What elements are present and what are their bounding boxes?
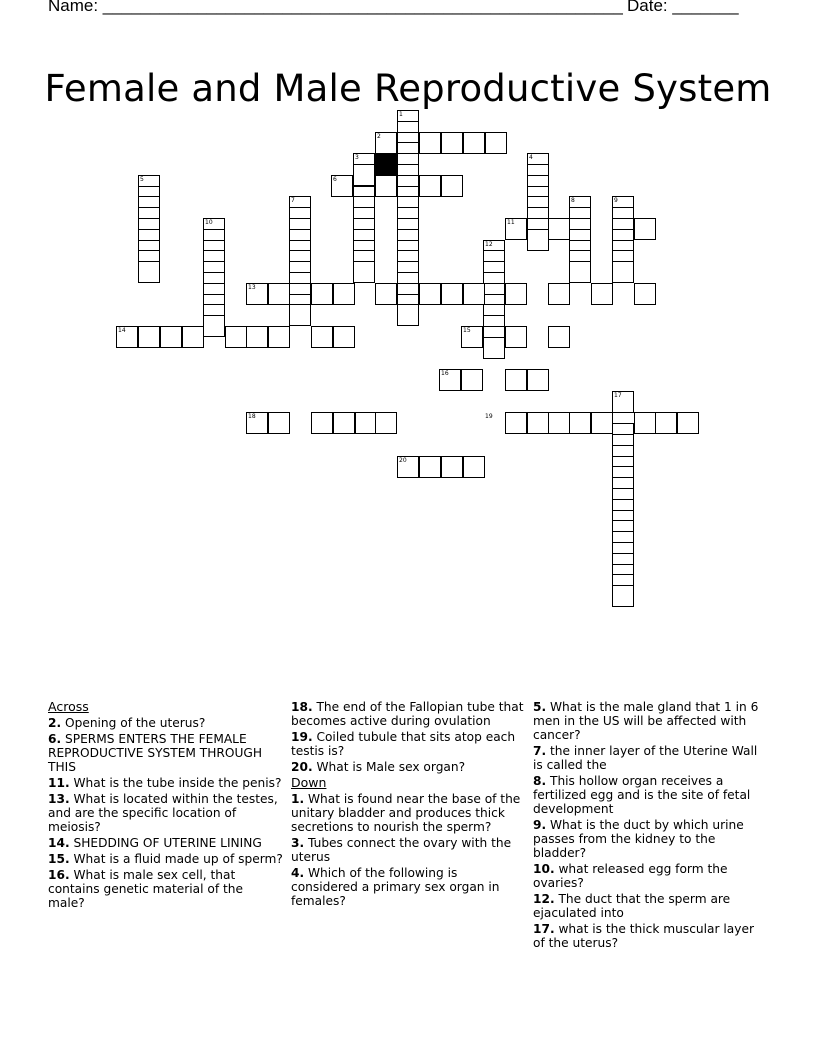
crossword-cell[interactable] bbox=[268, 412, 290, 434]
crossword-cell[interactable] bbox=[569, 261, 591, 283]
clue-number: 20 bbox=[399, 456, 407, 464]
crossword-cell[interactable] bbox=[441, 175, 463, 197]
crossword-cell[interactable] bbox=[311, 326, 333, 348]
clue-number: 16 bbox=[441, 370, 449, 378]
down-clue-3: 3. Tubes connect the ovary with the uterus bbox=[291, 836, 512, 864]
crossword-cell[interactable] bbox=[353, 164, 375, 186]
down-clue-8: 8. This hollow organ receives a fertilized egg and is the site of fetal development bbox=[533, 774, 751, 816]
crossword-cell[interactable] bbox=[375, 175, 397, 197]
crossword-cell[interactable] bbox=[333, 412, 355, 434]
crossword-cell[interactable] bbox=[655, 412, 677, 434]
crossword-cell[interactable] bbox=[612, 391, 634, 413]
crossword-cell[interactable] bbox=[463, 283, 485, 305]
clue-number: 6 bbox=[333, 175, 337, 183]
clue-number: 13 bbox=[248, 283, 256, 291]
clue-number: 10 bbox=[205, 219, 213, 226]
crossword-cell[interactable] bbox=[397, 304, 419, 326]
clues-column-3 bbox=[533, 700, 768, 952]
across-clue-18: 18. The end of the Fallopian tube that becomes active during ovulation bbox=[291, 700, 524, 728]
crossword-cell[interactable] bbox=[634, 218, 656, 240]
crossword-cell[interactable] bbox=[246, 326, 268, 348]
clues-column-1 bbox=[48, 700, 283, 912]
crossword-cell[interactable] bbox=[461, 326, 483, 348]
crossword-cell[interactable] bbox=[419, 175, 441, 197]
across-heading: Across bbox=[48, 699, 89, 714]
date-field-label: Date: _______ bbox=[627, 0, 739, 15]
across-clue-20: 20. What is Male sex organ? bbox=[291, 760, 466, 774]
across-clue-13: 13. What is located within the testes, and are the specific location of meiosis? bbox=[48, 792, 278, 834]
crossword-cell[interactable] bbox=[225, 326, 247, 348]
crossword-cell[interactable] bbox=[246, 412, 268, 434]
crossword-cell[interactable] bbox=[591, 412, 613, 434]
across-clue-6: 6. SPERMS ENTERS THE FEMALE REPRODUCTIVE SYSTEM THROUGH THIS bbox=[48, 732, 262, 774]
crossword-cell[interactable] bbox=[182, 326, 204, 348]
crossword-cell[interactable] bbox=[527, 412, 549, 434]
crossword-cell[interactable] bbox=[268, 326, 290, 348]
down-clue-9: 9. What is the duct by which urine passes from the kidney to the bladder? bbox=[533, 818, 744, 860]
crossword-cell[interactable] bbox=[527, 229, 549, 251]
crossword-cell[interactable] bbox=[397, 456, 419, 478]
down-heading: Down bbox=[291, 775, 327, 790]
clue-number: 15 bbox=[463, 327, 471, 334]
crossword-cell[interactable] bbox=[527, 369, 549, 391]
crossword-cell[interactable] bbox=[419, 283, 441, 305]
crossword-cell[interactable] bbox=[419, 132, 441, 154]
crossword-cell[interactable] bbox=[505, 326, 527, 348]
crossword-cell[interactable] bbox=[333, 283, 355, 305]
crossword-cell[interactable] bbox=[548, 218, 570, 240]
crossword-cell[interactable] bbox=[311, 412, 333, 434]
across-clue-15: 15. What is a fluid made up of sperm? bbox=[48, 852, 283, 866]
crossword-cell[interactable] bbox=[612, 585, 634, 607]
crossword-cell[interactable] bbox=[634, 283, 656, 305]
crossword-cell[interactable] bbox=[333, 326, 355, 348]
crossword-cell[interactable] bbox=[116, 326, 138, 348]
across-clue-14: 14. SHEDDING OF UTERINE LINING bbox=[48, 836, 262, 850]
crossword-cell[interactable] bbox=[548, 412, 570, 434]
clue-number: 1 bbox=[399, 111, 403, 118]
crossword-cell[interactable] bbox=[677, 412, 699, 434]
crossword-cell[interactable] bbox=[268, 283, 290, 305]
crossword-cell[interactable] bbox=[289, 304, 311, 326]
crossword-cell[interactable] bbox=[548, 326, 570, 348]
crossword-cell[interactable] bbox=[160, 326, 182, 348]
clue-number: 19 bbox=[485, 413, 493, 421]
clue-number: 5 bbox=[140, 175, 144, 183]
clue-number: 2 bbox=[377, 132, 381, 140]
crossword-cell[interactable] bbox=[548, 283, 570, 305]
crossword-cell[interactable] bbox=[203, 315, 225, 337]
crossword-cell[interactable] bbox=[138, 261, 160, 283]
clue-number: 7 bbox=[291, 197, 295, 205]
crossword-cell[interactable] bbox=[246, 283, 268, 305]
crossword-cell[interactable] bbox=[505, 218, 527, 240]
crossword-cell[interactable] bbox=[439, 369, 461, 391]
down-clue-7: 7. the inner layer of the Uterine Wall is called the bbox=[533, 744, 758, 772]
crossword-cell[interactable] bbox=[441, 283, 463, 305]
crossword-cell[interactable] bbox=[485, 132, 507, 154]
clue-number: 17 bbox=[614, 391, 622, 399]
crossword-cell[interactable] bbox=[331, 175, 353, 197]
down-clue-4: 4. Which of the following is considered a primary sex organ in females? bbox=[291, 866, 500, 908]
crossword-cell[interactable] bbox=[375, 283, 397, 305]
crossword-cell[interactable] bbox=[612, 261, 634, 283]
crossword-cell[interactable] bbox=[505, 283, 527, 305]
crossword-cell[interactable] bbox=[463, 132, 485, 154]
crossword-cell[interactable] bbox=[353, 261, 375, 283]
clues-column-2 bbox=[291, 700, 526, 910]
across-clue-2: 2. Opening of the uterus? bbox=[48, 716, 206, 730]
clue-number: 3 bbox=[355, 154, 359, 162]
clue-number: 12 bbox=[485, 240, 493, 248]
down-clue-5: 5. What is the male gland that 1 in 6 men in the US will be affected with cancer? bbox=[533, 700, 759, 742]
crossword-cell[interactable] bbox=[138, 326, 160, 348]
crossword-cell[interactable] bbox=[355, 412, 377, 434]
crossword-cell[interactable] bbox=[441, 132, 463, 154]
crossword-cell[interactable] bbox=[483, 337, 505, 359]
crossword-cell[interactable] bbox=[311, 283, 333, 305]
down-clue-10: 10. what released egg form the ovaries? bbox=[533, 862, 728, 890]
crossword-cell[interactable] bbox=[419, 456, 441, 478]
clue-number: 18 bbox=[248, 413, 256, 421]
crossword-cell[interactable] bbox=[375, 412, 397, 434]
crossword-cell[interactable] bbox=[463, 456, 485, 478]
crossword-cell[interactable] bbox=[375, 132, 397, 154]
crossword-cell[interactable] bbox=[505, 369, 527, 391]
across-clue-11: 11. What is the tube inside the penis? bbox=[48, 776, 282, 790]
across-clue-16: 16. What is male sex cell, that contains genetic material of the male? bbox=[48, 868, 244, 910]
clue-number: 11 bbox=[507, 219, 515, 226]
crossword-cell[interactable] bbox=[634, 412, 656, 434]
page-title: Female and Male Reproductive System bbox=[44, 66, 772, 110]
crossword-cell[interactable] bbox=[461, 369, 483, 391]
clue-number: 8 bbox=[571, 197, 575, 205]
name-field-label: Name: _______________________________________________________ bbox=[48, 0, 623, 15]
crossword-cell[interactable] bbox=[591, 283, 613, 305]
crossword-cell[interactable] bbox=[505, 412, 527, 434]
clue-number: 14 bbox=[118, 327, 126, 334]
blocked-cell bbox=[375, 153, 397, 175]
down-clue-17: 17. what is the thick muscular layer of the uterus? bbox=[533, 922, 754, 950]
down-clue-12: 12. The duct that the sperm are ejaculated into bbox=[533, 892, 731, 920]
down-clue-1: 1. What is found near the base of the unitary bladder and produces thick secretions to nourish the sperm? bbox=[291, 792, 521, 834]
clue-number: 9 bbox=[614, 197, 618, 205]
crossword-cell[interactable] bbox=[441, 456, 463, 478]
across-clue-19: 19. Coiled tubule that sits atop each testis is? bbox=[291, 730, 516, 758]
crossword-cell[interactable] bbox=[569, 412, 591, 434]
clue-number: 4 bbox=[529, 154, 533, 162]
